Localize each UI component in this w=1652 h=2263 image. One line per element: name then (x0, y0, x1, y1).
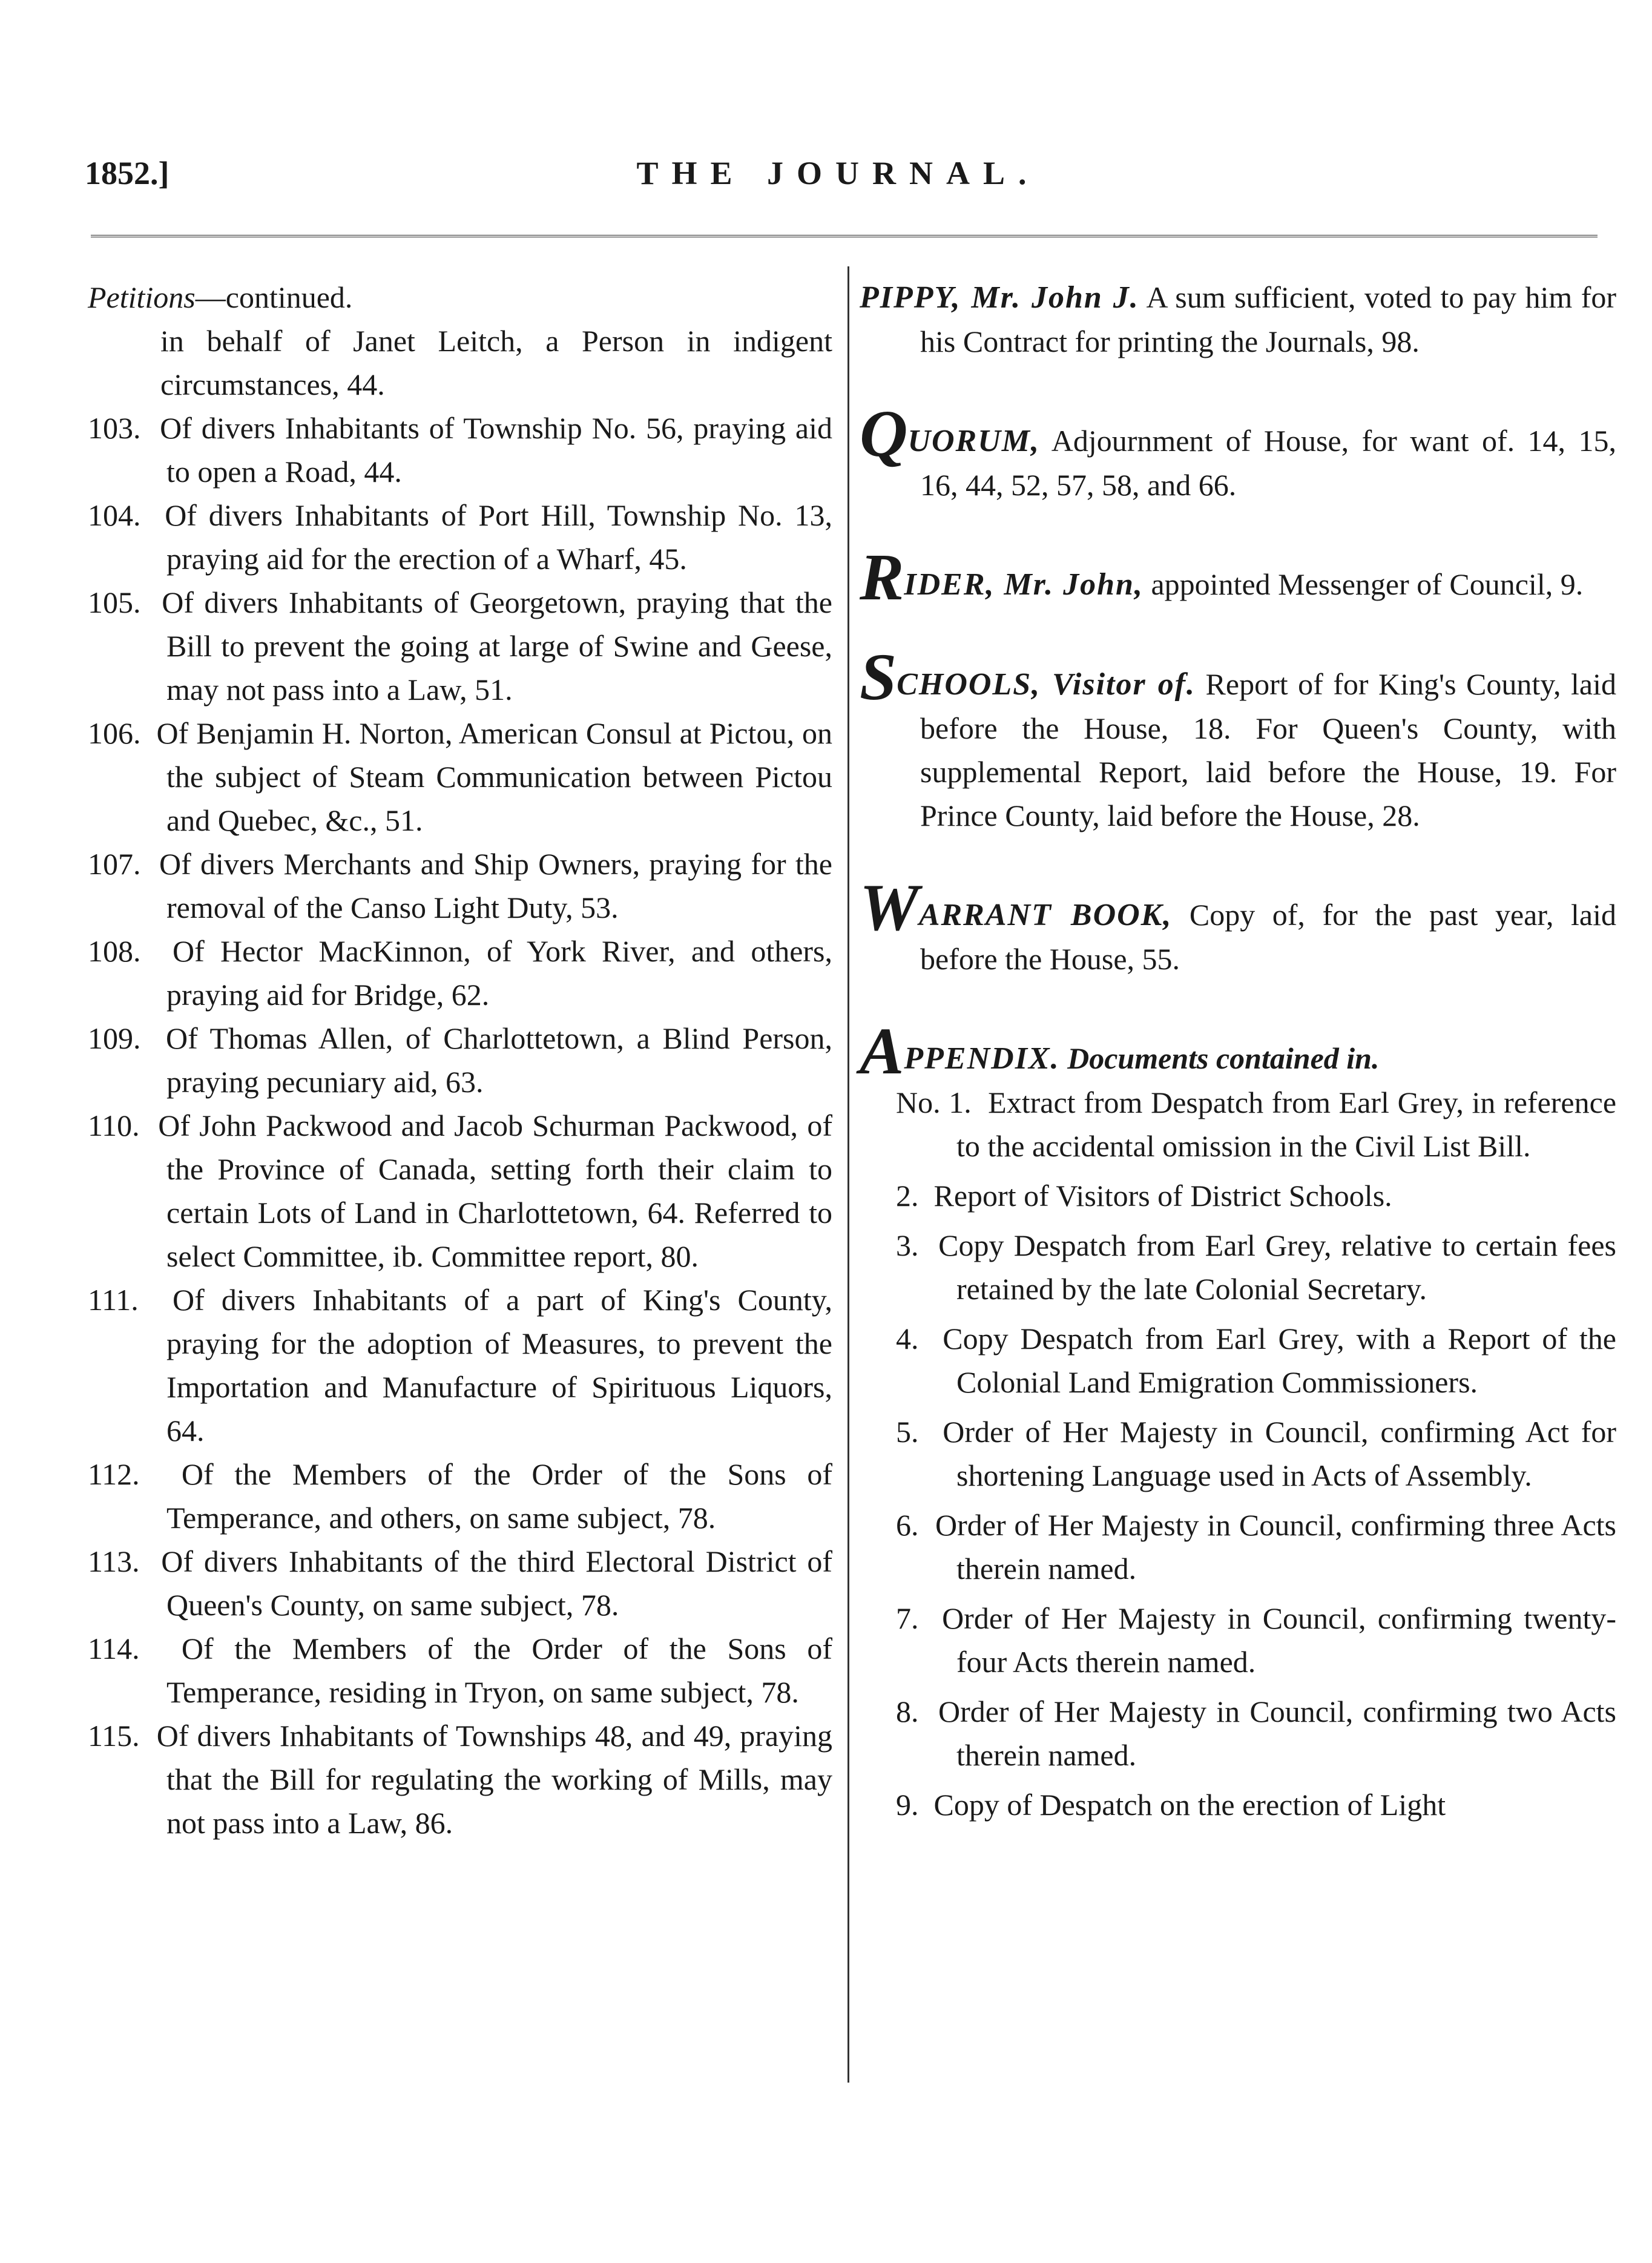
appendix-text: Order of Her Majesty in Council, confirming two Acts therein named. (938, 1695, 1616, 1772)
left-column (88, 275, 832, 1845)
petition-text: Of John Packwood and Jacob Schurman Packwood, of the Province of Canada, setting forth their claim to certain Lots of Land in Charlottetown, 64. Referred to select Committee, ib. Committee report, 80. (158, 1108, 832, 1273)
petition-text: Of the Members of the Order of the Sons of Temperance, and others, on same subject, 78. (166, 1457, 833, 1535)
petition-item (88, 1278, 832, 1452)
appendix-text: Order of Her Majesty in Council, confirming twenty-four Acts therein named. (942, 1601, 1617, 1679)
page-year: 1852.] (85, 155, 169, 191)
appendix-number: 2. (896, 1179, 919, 1213)
petition-text: Of Hector MacKinnon, of York River, and others, praying aid for Bridge, 62. (166, 934, 833, 1012)
continued-entry: in behalf of Janet Leitch, a Person in indigent circumstances, 44. (160, 324, 832, 401)
appendix-text: Copy Despatch from Earl Grey, relative to certain fees retained by the late Colonial Secretary. (938, 1228, 1617, 1306)
appendix-number: 9. (896, 1788, 919, 1822)
appendix-number: 6. (896, 1508, 919, 1542)
appendix-number: 4. (896, 1322, 919, 1355)
appendix-text: Report of Visitors of District Schools. (933, 1179, 1392, 1213)
petition-text: Of the Members of the Order of the Sons of Temperance, residing in Tryon, on same subject, 78. (166, 1632, 833, 1709)
appendix-number: No. 1. (896, 1085, 972, 1119)
heading-petitions: Petitions (88, 280, 196, 314)
rider-text: appointed Messenger of Council, 9. (1143, 567, 1584, 601)
entry-warrant-book (860, 871, 1617, 981)
petition-number: 110. (88, 1108, 140, 1142)
petition-text: Of divers Inhabitants of Townships 48, and 49, praying that the Bill for regulating the working of Mills, may not pass into a Law, 86. (156, 1719, 833, 1840)
appendix-item (860, 1503, 1616, 1590)
rider-initial: R (860, 540, 904, 614)
petition-text: Of divers Inhabitants of the third Electoral District of Queen's County, on same subject, 78. (161, 1544, 833, 1622)
appendix-text: Copy of Despatch on the erection of Light (933, 1788, 1446, 1822)
heading-continued: —continued. (195, 280, 353, 314)
entry-quorum (860, 397, 1616, 507)
appendix-subtitle: Documents contained in. (1067, 1041, 1380, 1075)
column-divider (847, 266, 849, 2083)
petition-number: 115. (88, 1719, 140, 1753)
appendix-item (860, 1317, 1616, 1404)
entry-schools (860, 640, 1616, 837)
petition-item (88, 581, 832, 711)
petition-item (88, 929, 832, 1016)
appendix-number: 3. (896, 1228, 919, 1262)
entry-pippy-name: PIPPY, Mr. John J. (860, 280, 1139, 315)
rider-title: IDER, Mr. John, (904, 567, 1144, 602)
page-header (85, 154, 1591, 203)
quorum-initial: Q (860, 397, 908, 470)
petition-item (88, 711, 832, 842)
appendix-item (860, 1410, 1616, 1497)
petition-number: 112. (88, 1457, 140, 1491)
appendix-text: Order of Her Majesty in Council, confirming three Acts therein named. (935, 1508, 1616, 1586)
entry-appendix (860, 1014, 1616, 1088)
petition-item (88, 1714, 832, 1845)
petition-number: 106. (88, 716, 141, 750)
petition-number: 108. (88, 934, 141, 968)
schools-text: Report of for King's County, laid before the House, 18. For Queen's County, with supplemental Report, laid before the House, 19. For Prince County, laid before the House, 28. (920, 667, 1616, 832)
entry-pippy (860, 275, 1616, 363)
petition-item (88, 1540, 832, 1627)
petition-text: Of divers Inhabitants of Port Hill, Township No. 13, praying aid for the erection of a Wharf, 45. (165, 498, 833, 576)
petition-item (88, 406, 832, 493)
petition-number: 114. (88, 1632, 140, 1665)
appendix-text: Order of Her Majesty in Council, confirming Act for shortening Language used in Acts of Assembly. (943, 1415, 1616, 1492)
petition-text: Of divers Inhabitants of Township No. 56, praying aid to open a Road, 44. (160, 411, 832, 489)
petition-item (88, 1016, 832, 1104)
appendix-number: 5. (896, 1415, 919, 1449)
warrant-text: Copy of, for the past year, laid before the House, 55. (920, 898, 1617, 976)
petition-item (88, 1627, 832, 1714)
running-title: THE JOURNAL. (636, 155, 1040, 191)
petition-item (88, 1452, 832, 1540)
entry-pippy-text: A sum sufficient, voted to pay him for his Contract for printing the Journals, 98. (920, 280, 1616, 358)
petition-list (88, 406, 832, 1845)
appendix-list (860, 1081, 1616, 1827)
right-column (860, 275, 1616, 1827)
petition-number: 111. (88, 1283, 139, 1317)
warrant-initial: W (860, 871, 919, 944)
header-rule (91, 235, 1598, 237)
petition-number: 104. (88, 498, 141, 532)
appendix-item (860, 1224, 1616, 1311)
appendix-title: PPENDIX. (904, 1041, 1060, 1076)
quorum-text: Adjournment of House, for want of. 14, 15, 16, 44, 52, 57, 58, and 66. (920, 424, 1616, 502)
appendix-item (860, 1690, 1616, 1777)
entry-rider (860, 540, 1616, 614)
petition-item (88, 1104, 832, 1278)
appendix-number: 7. (896, 1601, 919, 1635)
petition-text: Of divers Inhabitants of Georgetown, praying that the Bill to prevent the going at large of Swine and Geese, may not pass into a Law, 51. (162, 585, 833, 707)
appendix-text: Copy Despatch from Earl Grey, with a Report of the Colonial Land Emigration Commissioners. (943, 1322, 1616, 1399)
appendix-item (860, 1174, 1616, 1217)
petition-text: Of divers Merchants and Ship Owners, praying for the removal of the Canso Light Duty, 53. (159, 847, 833, 924)
petition-number: 103. (88, 411, 141, 445)
petition-text: Of Thomas Allen, of Charlottetown, a Blind Person, praying pecuniary aid, 63. (165, 1021, 832, 1099)
petition-text: Of divers Inhabitants of a part of King's County, praying for the adoption of Measures, to prevent the Importation and Manufacture of Spirituous Liquors, 64. (166, 1283, 833, 1448)
schools-initial: S (860, 640, 897, 714)
petition-text: Of Benjamin H. Norton, American Consul at Pictou, on the subject of Steam Communication between Pictou and Quebec, &c., 51. (156, 716, 832, 837)
petition-number: 109. (88, 1021, 141, 1055)
appendix-item (860, 1783, 1616, 1827)
appendix-text: Extract from Despatch from Earl Grey, in reference to the accidental omission in the Civil List Bill. (956, 1085, 1617, 1163)
appendix-initial: A (860, 1014, 904, 1088)
appendix-number: 8. (896, 1695, 919, 1728)
petition-item (88, 493, 832, 581)
petition-number: 105. (88, 585, 141, 619)
appendix-item (860, 1596, 1616, 1684)
appendix-item (860, 1081, 1616, 1168)
petition-item (88, 842, 832, 929)
petition-number: 107. (88, 847, 141, 881)
warrant-title: ARRANT BOOK, (918, 898, 1173, 932)
section-heading (88, 275, 832, 319)
petition-number: 113. (88, 1544, 140, 1578)
quorum-title: UORUM, (907, 424, 1041, 458)
schools-title: CHOOLS, Visitor of. (897, 667, 1196, 702)
